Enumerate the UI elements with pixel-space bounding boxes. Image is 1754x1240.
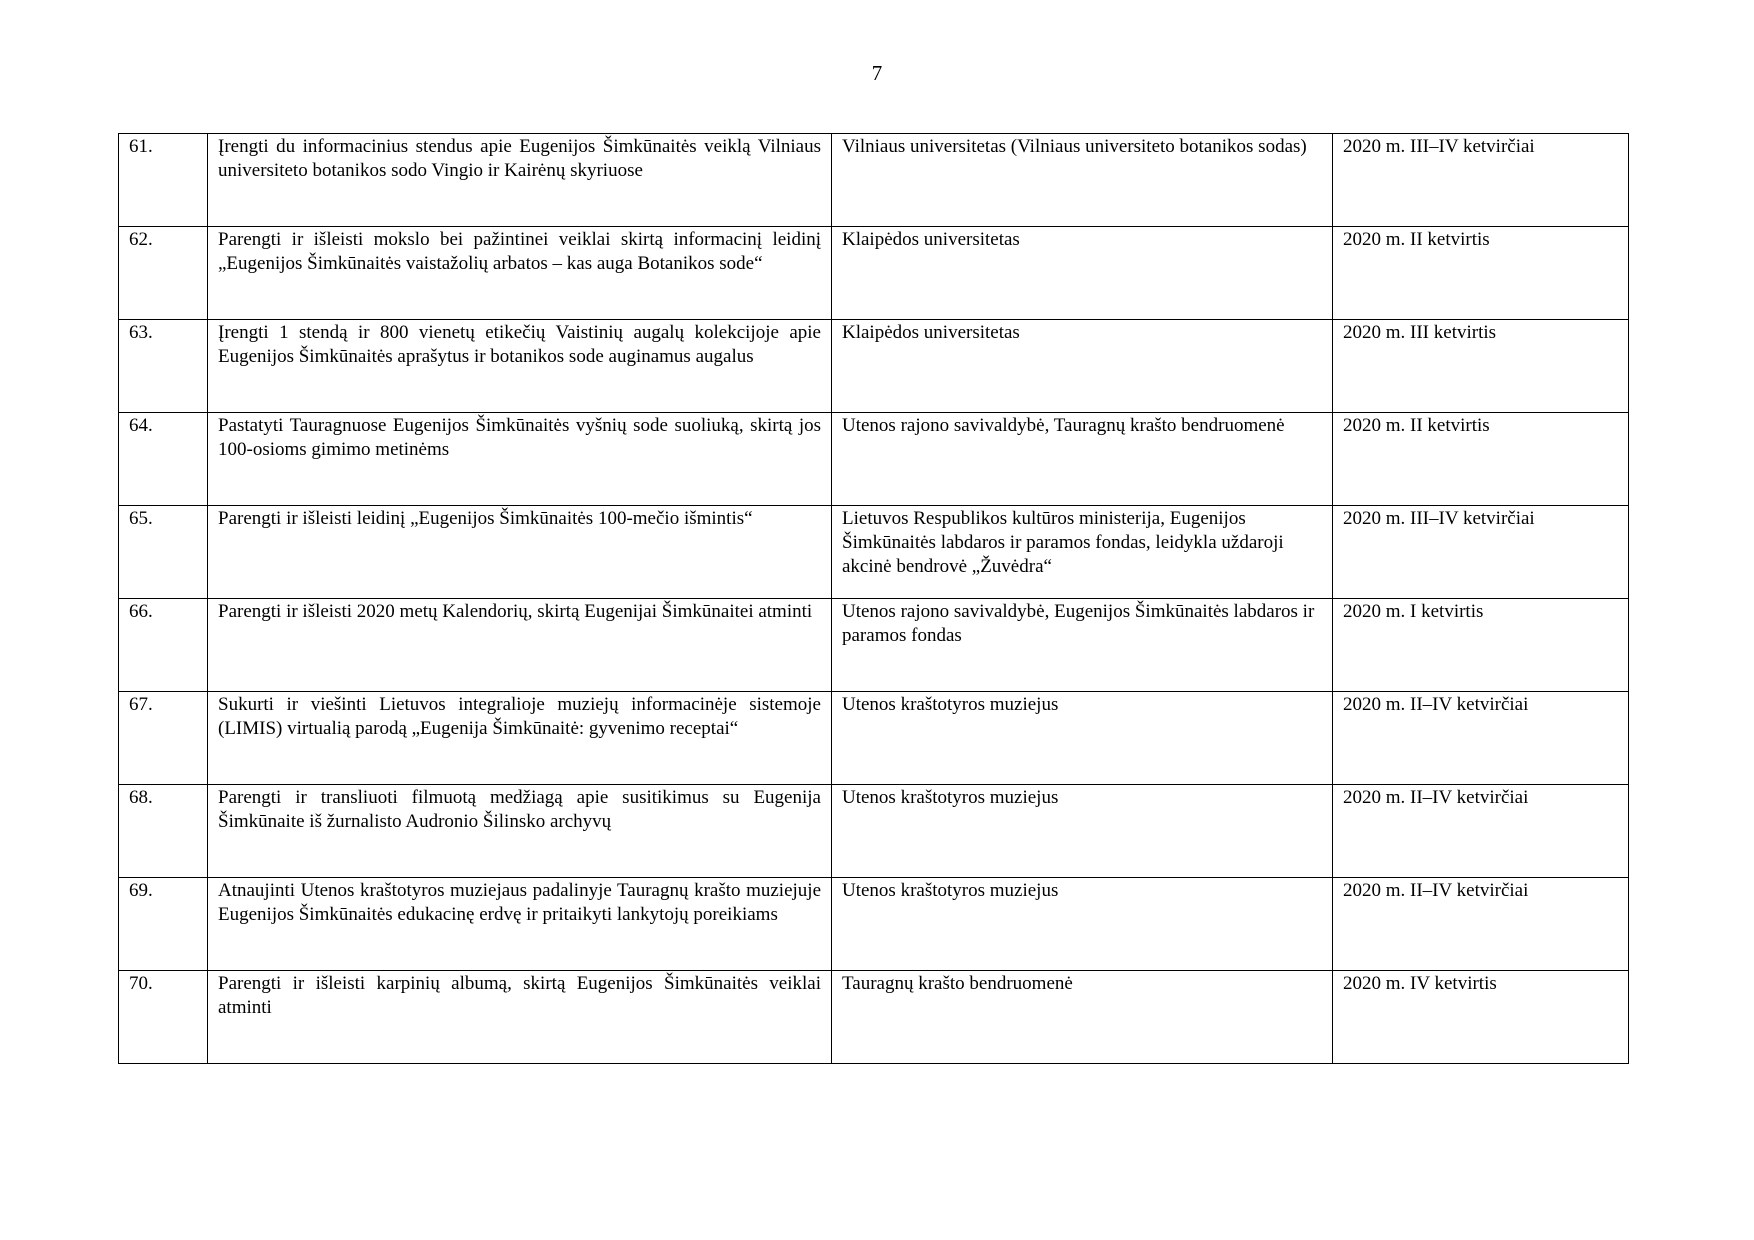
table-row — [119, 785, 1629, 878]
table-row — [119, 599, 1629, 692]
executor-cell: Klaipėdos universitetas — [832, 320, 1333, 413]
task-cell: Sukurti ir viešinti Lietuvos integralioje muziejų informacinėje sistemoje (LIMIS) virtualią parodą „Eugenija Šimkūnaitė: gyvenimo receptai“ — [208, 692, 832, 785]
executor-cell: Klaipėdos universitetas — [832, 227, 1333, 320]
row-number: 63. — [119, 320, 208, 413]
executor-cell: Utenos kraštotyros muziejus — [832, 785, 1333, 878]
table-row — [119, 320, 1629, 413]
term-cell: 2020 m. III–IV ketvirčiai — [1333, 506, 1629, 599]
term-cell: 2020 m. III ketvirtis — [1333, 320, 1629, 413]
table-row — [119, 878, 1629, 971]
task-cell: Parengti ir transliuoti filmuotą medžiagą apie susitikimus su Eugenija Šimkūnaite iš žurnalisto Audronio Šilinsko archyvų — [208, 785, 832, 878]
task-cell: Parengti ir išleisti karpinių albumą, skirtą Eugenijos Šimkūnaitės veiklai atminti — [208, 971, 832, 1064]
task-cell: Pastatyti Tauragnuose Eugenijos Šimkūnaitės vyšnių sode suoliuką, skirtą jos 100-osioms gimimo metinėms — [208, 413, 832, 506]
term-cell: 2020 m. II–IV ketvirčiai — [1333, 878, 1629, 971]
page-number: 7 — [871, 61, 883, 85]
row-number: 66. — [119, 599, 208, 692]
task-cell: Parengti ir išleisti mokslo bei pažintinei veiklai skirtą informacinį leidinį „Eugenijos Šimkūnaitės vaistažolių arbatos – kas auga Botanikos sode“ — [208, 227, 832, 320]
row-number: 70. — [119, 971, 208, 1064]
executor-cell: Utenos kraštotyros muziejus — [832, 692, 1333, 785]
task-cell: Įrengti 1 stendą ir 800 vienetų etikečių Vaistinių augalų kolekcijoje apie Eugenijos Šimkūnaitės aprašytus ir botanikos sode auginamus augalus — [208, 320, 832, 413]
table-row — [119, 506, 1629, 599]
executor-cell: Utenos rajono savivaldybė, Tauragnų krašto bendruomenė — [832, 413, 1333, 506]
measures-table — [118, 133, 1629, 1064]
term-cell: 2020 m. IV ketvirtis — [1333, 971, 1629, 1064]
executor-cell: Utenos rajono savivaldybė, Eugenijos Šimkūnaitės labdaros ir paramos fondas — [832, 599, 1333, 692]
table-row — [119, 134, 1629, 227]
task-cell: Atnaujinti Utenos kraštotyros muziejaus padalinyje Tauragnų krašto muziejuje Eugenijos Šimkūnaitės edukacinę erdvę ir pritaikyti lankytojų poreikiams — [208, 878, 832, 971]
table-row — [119, 971, 1629, 1064]
row-number: 68. — [119, 785, 208, 878]
row-number: 67. — [119, 692, 208, 785]
executor-cell: Vilniaus universitetas (Vilniaus universiteto botanikos sodas) — [832, 134, 1333, 227]
executor-cell: Tauragnų krašto bendruomenė — [832, 971, 1333, 1064]
table-row — [119, 413, 1629, 506]
executor-cell: Utenos kraštotyros muziejus — [832, 878, 1333, 971]
task-cell: Įrengti du informacinius stendus apie Eugenijos Šimkūnaitės veiklą Vilniaus universiteto botanikos sodo Vingio ir Kairėnų skyriuose — [208, 134, 832, 227]
term-cell: 2020 m. II ketvirtis — [1333, 227, 1629, 320]
term-cell: 2020 m. II–IV ketvirčiai — [1333, 692, 1629, 785]
row-number: 65. — [119, 506, 208, 599]
table-row — [119, 692, 1629, 785]
table-row — [119, 227, 1629, 320]
term-cell: 2020 m. III–IV ketvirčiai — [1333, 134, 1629, 227]
row-number: 62. — [119, 227, 208, 320]
executor-cell: Lietuvos Respublikos kultūros ministerija, Eugenijos Šimkūnaitės labdaros ir paramos fondas, leidykla uždaroji akcinė bendrovė „Žuvėdra“ — [832, 506, 1333, 599]
task-cell: Parengti ir išleisti 2020 metų Kalendorių, skirtą Eugenijai Šimkūnaitei atminti — [208, 599, 832, 692]
row-number: 64. — [119, 413, 208, 506]
term-cell: 2020 m. II ketvirtis — [1333, 413, 1629, 506]
term-cell: 2020 m. II–IV ketvirčiai — [1333, 785, 1629, 878]
task-cell: Parengti ir išleisti leidinį „Eugenijos Šimkūnaitės 100-mečio išmintis“ — [208, 506, 832, 599]
term-cell: 2020 m. I ketvirtis — [1333, 599, 1629, 692]
row-number: 61. — [119, 134, 208, 227]
row-number: 69. — [119, 878, 208, 971]
